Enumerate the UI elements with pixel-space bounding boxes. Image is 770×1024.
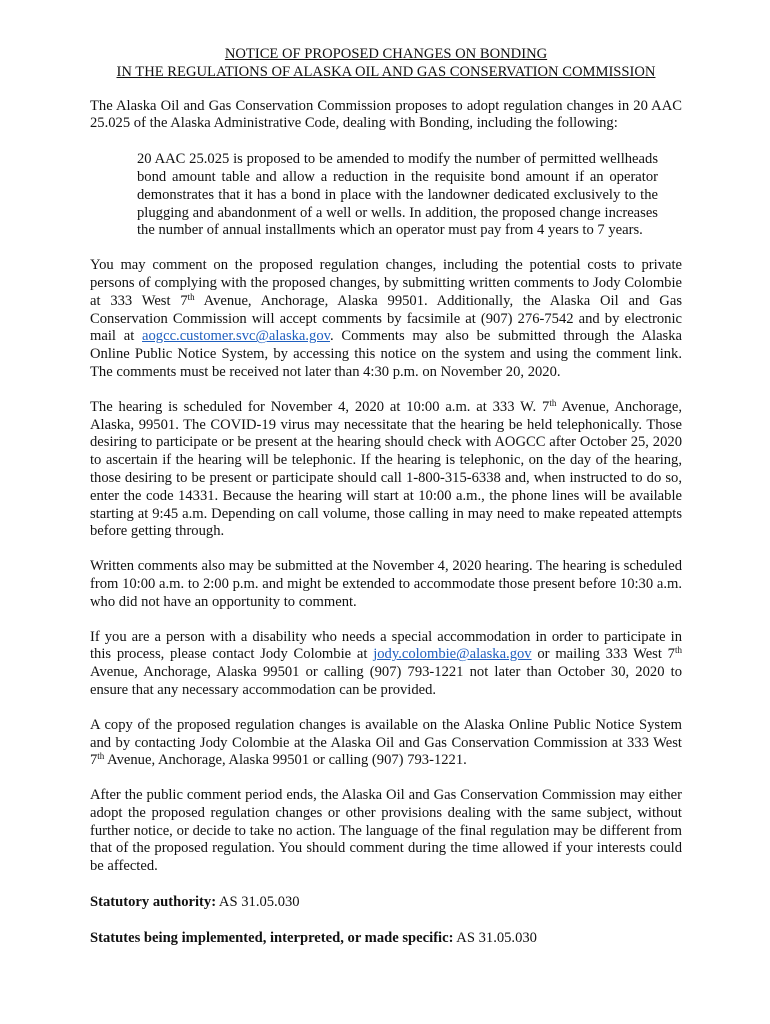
ordinal-suffix: th [97, 751, 105, 762]
title-line-2: IN THE REGULATIONS OF ALASKA OIL AND GAS CONSERVATION COMMISSION [116, 63, 656, 80]
copy-text-b: Avenue, Anchorage, Alaska 99501 or calling (907) 793-1221. [104, 752, 467, 769]
copy-text-a: A copy of the proposed regulation changes is available on the Alaska Online Public Notice System and by contacting Jody Colombie at the Alaska Oil and Gas Conservation Commission at 333 West 7 [90, 716, 682, 769]
notice-body [90, 46, 682, 948]
disability-text-b: or mailing 333 West 7 [531, 646, 675, 663]
statutory-authority [90, 894, 682, 912]
disability-paragraph [90, 629, 682, 700]
ordinal-suffix: th [187, 291, 195, 302]
intro-paragraph: The Alaska Oil and Gas Conservation Commission proposes to adopt regulation changes in 20 AAC 25.025 of the Alaska Administrative Code, dealing with Bonding, including the following: [90, 97, 682, 132]
hearing-text-a: The hearing is scheduled for November 4, 2020 at 10:00 a.m. at 333 W. 7 [90, 398, 550, 415]
comment-text-c: . Comments may also be submitted through the Alaska Online Public Notice System, by accessing this notice on the system and using the comment link. The comments must be received not later than 4:30 p.m. on November 20, 2020. [90, 328, 682, 380]
statutes-implemented-label: Statutes being implemented, interpreted, or made specific: [90, 929, 454, 946]
statutes-implemented-value: AS 31.05.030 [453, 929, 537, 946]
hearing-paragraph [90, 399, 682, 541]
title-line-1: NOTICE OF PROPOSED CHANGES ON BONDING [224, 46, 548, 62]
copy-availability-paragraph [90, 717, 682, 770]
disability-text-a: If you are a person with a disability who needs a special accommodation in order to participate in this process, please contact Jody Colombie at [90, 628, 682, 663]
statutory-authority-value: AS 31.05.030 [216, 894, 300, 911]
after-comment-period-paragraph: After the public comment period ends, the Alaska Oil and Gas Conservation Commission may either adopt the proposed regulation changes or other provisions dealing with the same subject, without further notice, or decide to take no action. The language of the final regulation may be different from that of the proposed regulation. You should comment during the time allowed if your interests could be affected. [90, 787, 682, 875]
comment-text-b: Avenue, Anchorage, Alaska 99501. Additionally, the Alaska Oil and Gas Conservation Commission will accept comments by facsimile at (907) 276-7542 and by electronic mail at [90, 292, 683, 345]
ordinal-suffix: th [549, 397, 557, 408]
customer-service-email-link[interactable]: aogcc.customer.svc@alaska.gov [142, 328, 330, 345]
statutes-implemented [90, 930, 682, 948]
hearing-text-b: Avenue, Anchorage, Alaska, 99501. The COVID-19 virus may necessitate that the hearing be held telephonically. Those desiring to participate or be present at the hearing should check with AOGCC after October 25, 2020 to ascertain if the hearing will be telephonic. If the hearing is telephonic, on the day of the hearing, those desiring to be present or participate should call 1-800-315-6338 and, when instructed to do so, enter the code 14331. Because the hearing will start at 10:00 a.m., the phone lines will be available starting at 9:45 a.m. Depending on call volume, those calling in may need to make repeated attempts before getting through. [90, 398, 682, 540]
amendment-description: 20 AAC 25.025 is proposed to be amended to modify the number of permitted wellheads bond amount table and allow a reduction in the requisite bond amount if an operator demonstrates that it has a bond in place with the landowner dedicated exclusively to the plugging and abandonment of a well or wells. In addition, the proposed change increases the number of annual installments which an operator must pay from 4 years to 7 years. [137, 151, 658, 239]
notice-title [90, 46, 682, 82]
comment-text-a: You may comment on the proposed regulation changes, including the potential costs to private persons of complying with the proposed changes, by submitting written comments to Jody Colombie at 333 West 7 [90, 257, 682, 309]
written-comments-paragraph: Written comments also may be submitted at the November 4, 2020 hearing. The hearing is scheduled from 10:00 a.m. to 2:00 p.m. and might be extended to accommodate those present before 10:30 a.m. who did not have an opportunity to comment. [90, 558, 682, 610]
comment-paragraph [90, 257, 682, 382]
ordinal-suffix: th [674, 645, 682, 656]
contact-email-link[interactable]: jody.colombie@alaska.gov [373, 646, 532, 663]
disability-text-c: Avenue, Anchorage, Alaska 99501 or calling (907) 793-1221 not later than October 30, 2020 to ensure that any necessary accommodation can be provided. [90, 664, 682, 698]
statutory-authority-label: Statutory authority: [90, 894, 217, 911]
